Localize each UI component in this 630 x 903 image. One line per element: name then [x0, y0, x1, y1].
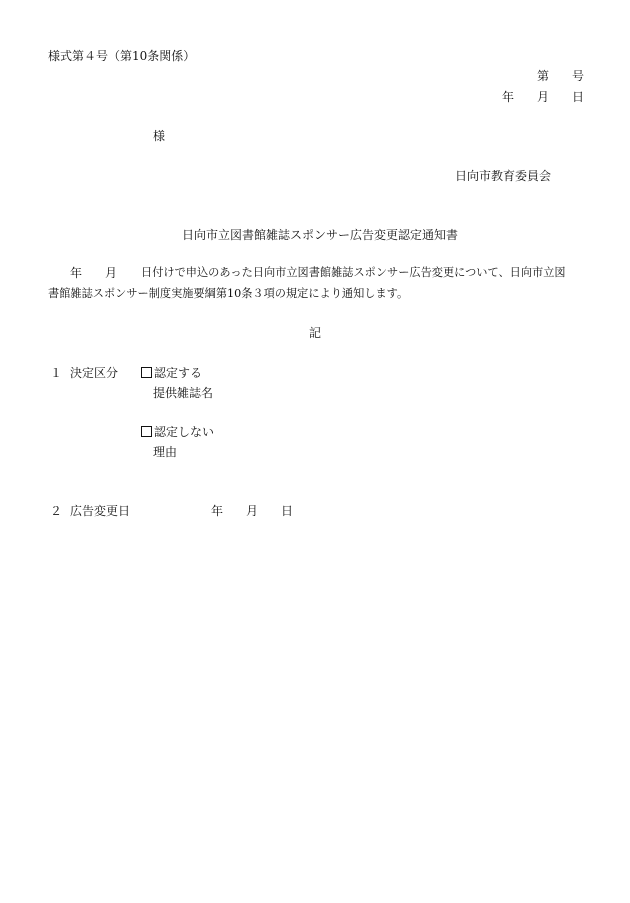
ki-label: 記: [309, 326, 322, 340]
item1-number: １: [50, 366, 63, 380]
reject-option[interactable]: [141, 426, 214, 438]
date-day: 日: [572, 90, 585, 104]
document-title: 日向市立図書館雑誌スポンサー広告変更認定通知書: [182, 228, 459, 242]
approve-option[interactable]: [141, 367, 202, 379]
body-text-line2: 書館雑誌スポンサー制度実施要綱第10条３項の規定により通知します。: [48, 287, 409, 300]
reject-checkbox[interactable]: [141, 426, 152, 437]
approve-sub-label: 提供雑誌名: [153, 386, 214, 400]
reject-sub-label: 理由: [153, 445, 178, 459]
body-year: 年: [70, 266, 83, 280]
doc-number-gou: 号: [572, 69, 585, 83]
body-text-line1: 日付けで申込のあった日向市立図書館雑誌スポンサー広告変更について、日向市立図: [141, 266, 566, 279]
item2-month: 月: [246, 504, 259, 518]
approve-checkbox[interactable]: [141, 367, 152, 378]
item2-number: ２: [50, 504, 63, 518]
body-month: 月: [105, 266, 118, 280]
doc-number-dai: 第: [537, 69, 550, 83]
approve-label: 認定する: [154, 366, 203, 380]
item2-day: 日: [281, 504, 294, 518]
date-month: 月: [537, 90, 550, 104]
addressee-sama: 様: [153, 129, 166, 143]
date-year: 年: [502, 90, 515, 104]
item1-label: 決定区分: [70, 366, 119, 380]
item2-label: 広告変更日: [70, 504, 131, 518]
sender-name: 日向市教育委員会: [455, 169, 552, 183]
item2-year: 年: [211, 504, 224, 518]
reject-label: 認定しない: [154, 425, 215, 439]
form-id: 様式第４号（第10条関係）: [48, 49, 196, 63]
